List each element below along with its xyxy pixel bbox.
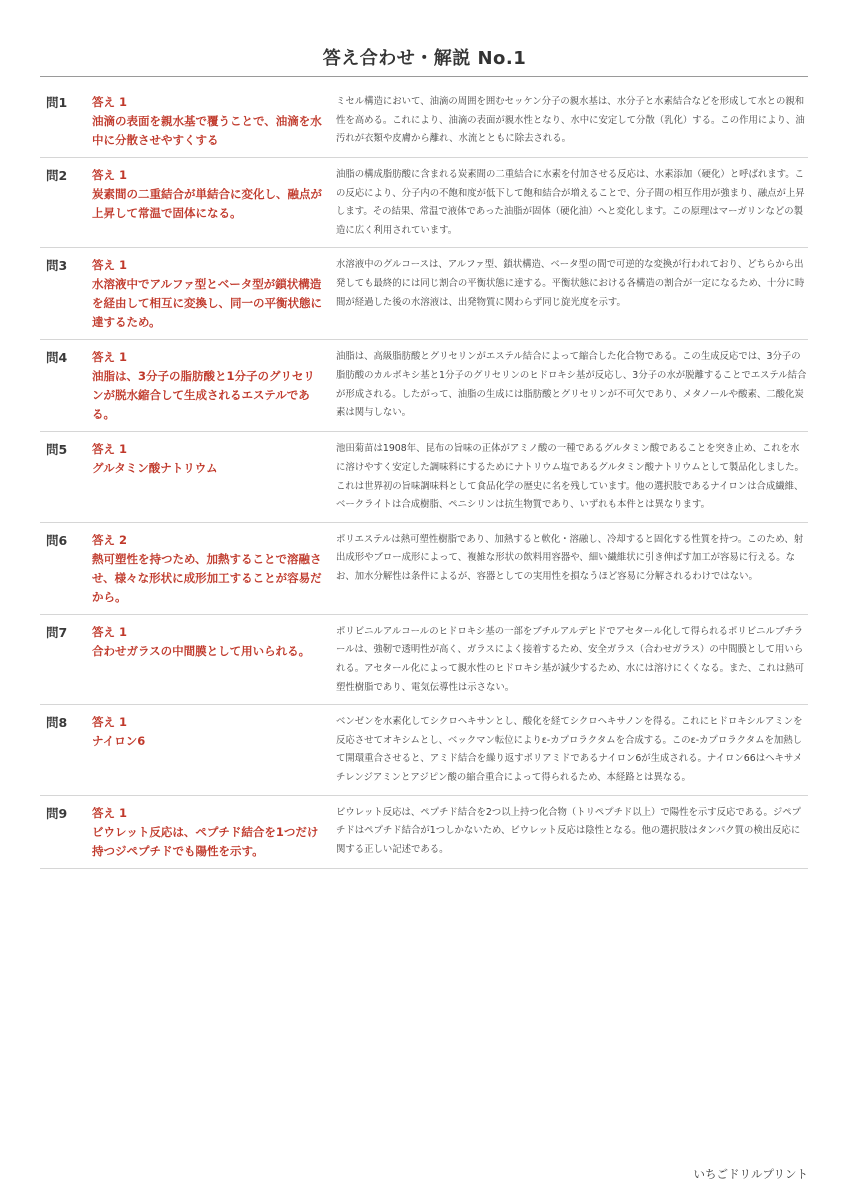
answer-text: 炭素間の二重結合が単結合に変化し、融点が上昇して常温で固体になる。 xyxy=(92,187,322,220)
answer-text: 油滴の表面を親水基で覆うことで、油滴を水中に分散させやすくする xyxy=(92,114,322,147)
explanation-text: ミセル構造において、油滴の周囲を囲むセッケン分子の親水基は、水分子と水素結合などを形成して水との親和性を高める。これにより、油滴の表面が親水性となり、水中に安定して分散（乳化）する。この作用により、油汚れが衣類や皮膚から離れ、水流とともに除去される。 xyxy=(336,96,805,145)
explanation-text: 油脂は、高級脂肪酸とグリセリンがエステル結合によって縮合した化合物である。この生成反応では、3分子の脂肪酸のカルボキシ基と1分子のグリセリンのヒドロキシ基が反応し、3分子の水が脱離することでエステル結合が形成される。したがって、油脂の生成には脂肪酸とグリセリンが不可欠であり、メタノールや酸素、二酸化炭素は関与しない。 xyxy=(336,351,807,419)
answer-column xyxy=(92,93,326,150)
answer-column xyxy=(92,713,326,787)
answer-column xyxy=(92,804,326,861)
answer-row xyxy=(40,340,808,432)
question-number: 問1 xyxy=(46,95,68,110)
answer-row xyxy=(40,615,808,705)
answer-text: 合わせガラスの中間膜として用いられる。 xyxy=(92,643,311,658)
answer-column xyxy=(92,348,326,424)
answer-column xyxy=(92,166,326,240)
answer-column xyxy=(92,256,326,332)
explanation-text: ビウレット反応は、ペプチド結合を2つ以上持つ化合物（トリペプチド以上）で陽性を示す反応である。ジペプチドはペプチド結合が1つしかないため、ビウレット反応は陰性となる。他の選択肢はタンパク質の検出反応に関する正しい記述である。 xyxy=(336,806,802,855)
title-divider xyxy=(40,76,808,77)
answer-text: ナイロン6 xyxy=(92,734,146,749)
question-number: 問5 xyxy=(46,442,68,458)
answer-label: 答え 1 xyxy=(92,715,128,730)
answer-label: 答え 1 xyxy=(92,258,128,273)
answer-label: 答え 1 xyxy=(92,350,128,365)
answer-row xyxy=(40,158,808,248)
answer-row xyxy=(40,248,808,340)
explanation-text: 油脂の構成脂肪酸に含まれる炭素間の二重結合に水素を付加させる反応は、水素添加（硬化）と呼ばれます。この反応により、分子内の不飽和度が低下して飽和結合が増えることで、分子間の相互作用が強まり、融点が上昇します。その結果、常温で液体であった油脂が固体（硬化油）へと変化します。この原理はマーガリンなどの製造に広く利用されています。 xyxy=(336,169,805,236)
explanation-text: 水溶液中のグルコースは、アルファ型、鎖状構造、ベータ型の間で可逆的な変換が行われており、どちらから出発しても最終的には同じ割合の平衡状態に達する。平衡状態における各構造の割合が一定になるため、十分に時間が経過した後の水溶液は、出発物質に関わらず同じ旋光度を示す。 xyxy=(336,259,805,308)
question-number: 問2 xyxy=(46,168,68,183)
answer-label: 答え 1 xyxy=(92,168,128,182)
question-number: 問6 xyxy=(46,532,68,548)
answer-row xyxy=(40,432,808,522)
answer-column xyxy=(92,531,326,607)
answer-label: 答え 1 xyxy=(92,442,128,457)
answer-row xyxy=(40,705,808,795)
answer-text: 油脂は、3分子の脂肪酸と1分子のグリセリンが脱水縮合して生成されるエステルである。 xyxy=(92,369,315,422)
answer-text: 熱可塑性を持つため、加熱することで溶融させ、様々な形状に成形加工することが容易だから。 xyxy=(92,551,322,604)
question-number: 問4 xyxy=(46,350,68,366)
answer-list xyxy=(40,85,808,869)
question-number: 問8 xyxy=(46,715,68,731)
explanation-text: ベンゼンを水素化してシクロヘキサンとし、酸化を経てシクロヘキサノンを得る。これにヒドロキシルアミンを反応させてオキシムとし、ベックマン転位によりε-カプロラクタムを合成する。このε-カプロラクタムを加熱して開環重合させると、アミド結合を繰り返すポリアミドであるナイロン6が生成される。ナイロン66はヘキサメチレンジアミンとアジピン酸の縮合重合によって得られるため、本経路とは異なる。 xyxy=(336,716,803,783)
answer-row xyxy=(40,523,808,615)
answer-column xyxy=(92,623,326,697)
page-title: 答え合わせ・解説 No.1 xyxy=(322,48,527,69)
explanation-text: ポリビニルアルコールのヒドロキシ基の一部をブチルアルデヒドでアセタール化して得られるポリビニルブチラールは、強靭で透明性が高く、ガラスによく接着するため、安全ガラス（合わせガラス）の中間膜として用いられる。アセタール化によって親水性のヒドロキシ基が減少するため、水には溶けにくくなる。また、これは熱可塑性樹脂であり、電気伝導性は示さない。 xyxy=(336,625,805,693)
answer-label: 答え 1 xyxy=(92,805,128,820)
answer-text: 水溶液中でアルファ型とベータ型が鎖状構造を経由して相互に変換し、同一の平衡状態に達するため。 xyxy=(92,277,322,330)
question-number: 問7 xyxy=(46,624,68,640)
answer-label: 答え 1 xyxy=(92,95,128,109)
answer-label: 答え 2 xyxy=(92,532,128,547)
answer-row xyxy=(40,85,808,158)
answer-text: グルタミン酸ナトリウム xyxy=(92,461,218,476)
explanation-text: 池田菊苗は1908年、昆布の旨味の正体がアミノ酸の一種であるグルタミン酸であることを突き止め、これを水に溶けやすく安定した調味料にするためにナトリウム塩であるグルタミン酸ナトリウムとして製品化しました。これは世界初の旨味調味料として食品化学の歴史に名を残しています。他の選択肢であるナイロンは合成繊維、ベークライトは合成樹脂、ペニシリンは抗生物質であり、いずれも本件とは異なります。 xyxy=(336,443,804,511)
answer-row xyxy=(40,796,808,869)
footer-brand: いちごドリルプリント xyxy=(693,1167,808,1181)
explanation-text: ポリエステルは熱可塑性樹脂であり、加熱すると軟化・溶融し、冷却すると固化する性質を持つ。このため、射出成形やブロー成形によって、複雑な形状の飲料用容器や、細い繊維状に引き伸ばす加工が容易に行える。なお、加水分解性は条件によるが、容器としての実用性を損なうほど容易に分解されるわけではない。 xyxy=(336,533,804,582)
answer-text: ビウレット反応は、ペプチド結合を1つだけ持つジペプチドでも陽性を示す。 xyxy=(92,824,319,858)
question-number: 問3 xyxy=(46,258,68,274)
answer-column xyxy=(92,440,326,514)
answer-label: 答え 1 xyxy=(92,624,128,639)
question-number: 問9 xyxy=(46,805,68,821)
